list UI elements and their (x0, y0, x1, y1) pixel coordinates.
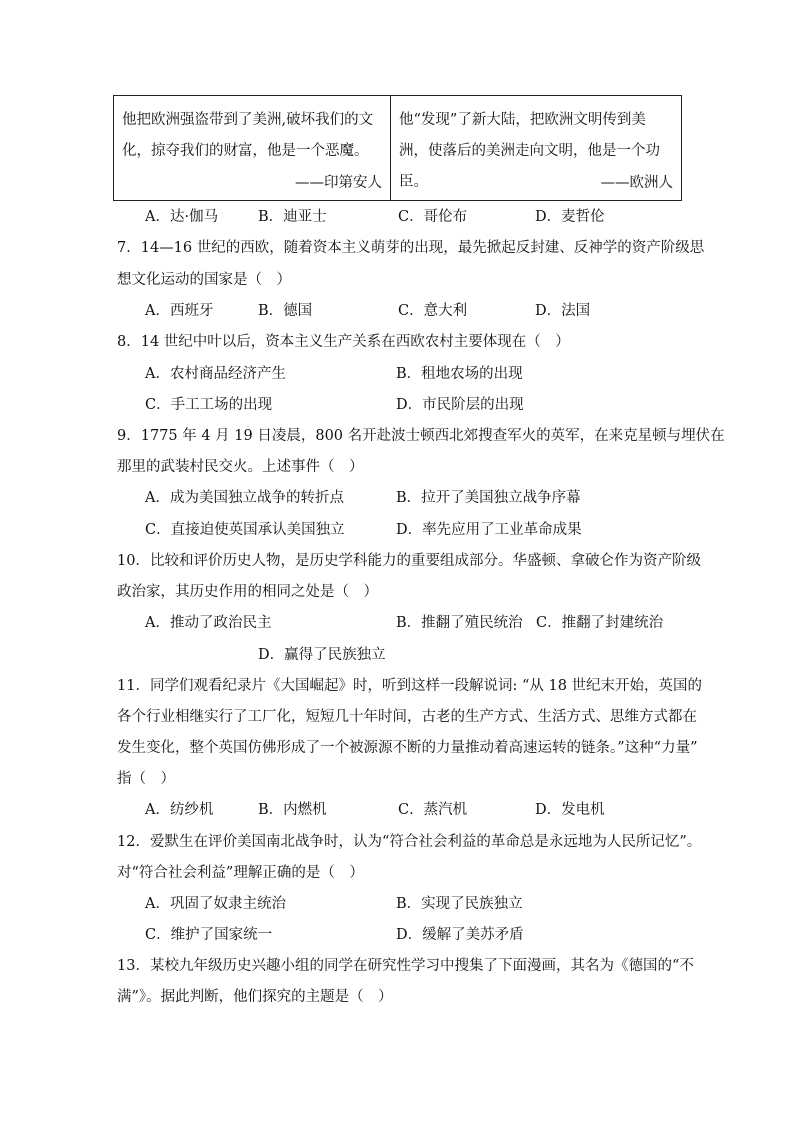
q8-option-c[interactable]: C．手工工场的出现 (145, 397, 273, 413)
q11-stem-line-3: 发生变化，整个英国仿佛形成了一个被源源不断的力量推动着高速运转的链条。”这种“力量” (117, 740, 698, 756)
q7-stem-line-2: 想文化运动的国家是（ ） (117, 272, 291, 288)
q11-stem-line-4: 指（ ） (117, 771, 175, 787)
q10-stem-line-1: 10．比较和评价历史人物，是历史学科能力的重要组成部分。华盛顿、拿破仑作为资产阶级 (117, 553, 701, 569)
q8-option-d[interactable]: D．市民阶层的出现 (396, 397, 524, 413)
q10-stem-line-2: 政治家，其历史作用的相同之处是（ ） (117, 584, 378, 600)
q11-option-d[interactable]: D．发电机 (535, 802, 605, 818)
q11-option-b[interactable]: B．内燃机 (258, 802, 327, 818)
q6-option-b[interactable]: B．迪亚士 (258, 209, 327, 225)
q12-option-c[interactable]: C．维护了国家统一 (145, 927, 273, 943)
q12-stem-line-2: 对“符合社会利益”理解正确的是（ ） (117, 865, 364, 881)
q11-stem-line-1: 11．同学们观看纪录片《大国崛起》时，听到这样一段解说词: “从 18 世纪末开始，英国的 (117, 678, 703, 694)
quote-table (113, 95, 682, 201)
quote-cell-indian (114, 96, 391, 200)
q7-option-a[interactable]: A．西班牙 (145, 303, 214, 319)
q10-option-a[interactable]: A．推动了政治民主 (145, 615, 272, 631)
q7-option-c[interactable]: C．意大利 (398, 303, 468, 319)
q13-stem-line-1: 13．某校九年级历史兴趣小组的同学在研究性学习中搜集了下面漫画，其名为《德国的“不 (117, 958, 694, 974)
q6-option-a[interactable]: A．达·伽马 (145, 209, 219, 225)
q10-option-c[interactable]: C．推翻了封建统治 (536, 615, 664, 631)
q8-stem-line-1: 8．14 世纪中叶以后，资本主义生产关系在西欧农村主要体现在（ ） (117, 334, 570, 350)
q11-stem-line-2: 各个行业相继实行了工厂化，短短几十年时间，古老的生产方式、生活方式、思维方式都在 (117, 709, 697, 725)
quote-text-indian: 他把欧洲强盗带到了美洲,破坏我们的文化，掠夺我们的财富，他是一个恶魔。 (122, 112, 374, 159)
q12-option-a[interactable]: A．巩固了奴隶主统治 (145, 896, 286, 912)
q9-option-c[interactable]: C．直接迫使英国承认美国独立 (145, 522, 345, 538)
q11-option-c[interactable]: C．蒸汽机 (398, 802, 468, 818)
quote-source-european: ——欧洲人 (600, 175, 673, 191)
q9-stem-line-1: 9．1775 年 4 月 19 日凌晨，800 名开赴波士顿西北郊搜查军火的英军，在来克星顿与埋伏在 (117, 428, 725, 444)
q10-option-b[interactable]: B．推翻了殖民统治 (396, 615, 523, 631)
q9-stem-line-2: 那里的武装村民交火。上述事件（ ） (117, 459, 364, 475)
q11-option-a[interactable]: A．纺纱机 (145, 802, 214, 818)
q9-option-a[interactable]: A．成为美国独立战争的转折点 (145, 490, 344, 506)
q12-option-b[interactable]: B．实现了民族独立 (396, 896, 523, 912)
q8-option-a[interactable]: A．农村商品经济产生 (145, 366, 286, 382)
quote-text-european: 他“发现”了新大陆，把欧洲文明传到美洲，使落后的美洲走向文明，他是一个功臣。 (399, 112, 660, 190)
q10-option-d[interactable]: D．赢得了民族独立 (258, 647, 386, 663)
q7-option-b[interactable]: B．德国 (258, 303, 313, 319)
q12-stem-line-1: 12．爱默生在评价美国南北战争时，认为“符合社会利益的革命总是永远地为人民所记忆”。 (117, 834, 702, 850)
q6-option-c[interactable]: C．哥伦布 (398, 209, 468, 225)
q6-option-d[interactable]: D．麦哲伦 (535, 209, 605, 225)
q8-option-b[interactable]: B．租地农场的出现 (396, 366, 523, 382)
quote-source-indian: ——印第安人 (295, 175, 382, 191)
quote-cell-european (391, 96, 681, 200)
q7-stem-line-1: 7．14—16 世纪的西欧，随着资本主义萌芽的出现，最先掀起反封建、反神学的资产阶级思 (117, 240, 705, 256)
q12-option-d[interactable]: D．缓解了美苏矛盾 (396, 927, 524, 943)
q7-option-d[interactable]: D．法国 (535, 303, 591, 319)
q9-option-b[interactable]: B．拉开了美国独立战争序幕 (396, 490, 581, 506)
q9-option-d[interactable]: D．率先应用了工业革命成果 (396, 522, 582, 538)
q13-stem-line-2: 满”》。据此判断，他们探究的主题是（ ） (117, 989, 393, 1005)
